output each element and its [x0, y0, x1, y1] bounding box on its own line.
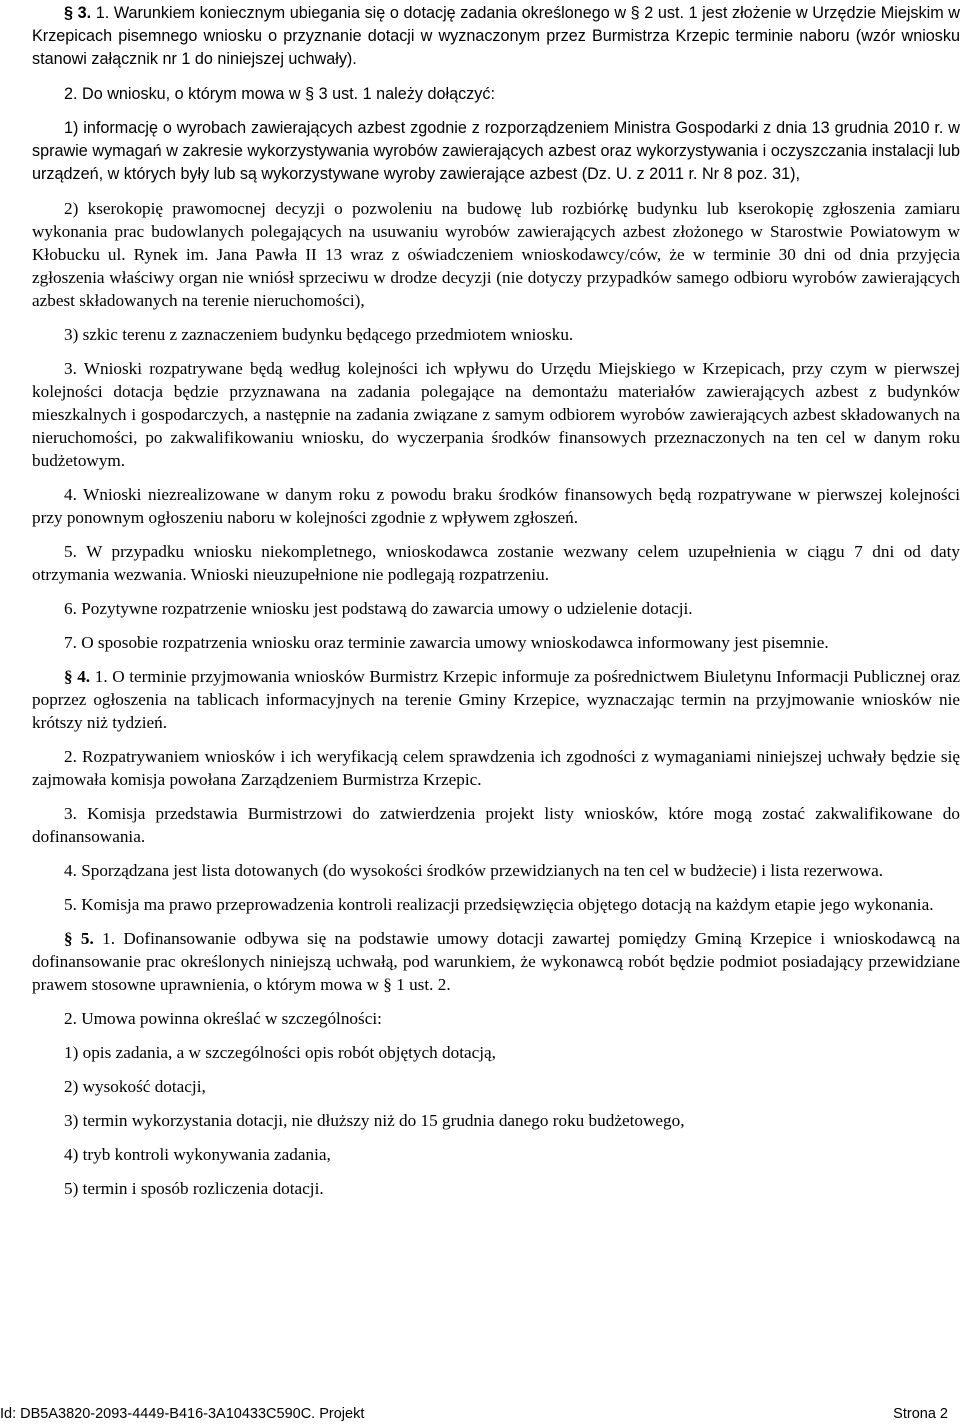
- section-5-paragraph-2: 2. Umowa powinna określać w szczególności:: [64, 1009, 382, 1028]
- section-5-list-item: 3) termin wykorzystania dotacji, nie dłuższy niż do 15 grudnia danego roku budżetowego,: [64, 1111, 685, 1130]
- section-4-paragraph-4: 4. Sporządzana jest lista dotowanych (do wysokości środków przewidzianych na ten cel w budżecie) i lista rezerwowa.: [64, 861, 883, 880]
- section-4-paragraph-1: § 4. 1. O terminie przyjmowania wniosków Burmistrz Krzepic informuje za pośrednictwem Biuletynu Informacji Publicznej oraz poprzez ogłoszenia na tablicach informacyjnych na terenie Gminy Krzepice, wyznaczając termin na przyjmowanie wniosków nie krótszy niż tydzień.: [32, 667, 960, 732]
- section-5-list-item: 4) tryb kontroli wykonywania zadania,: [64, 1145, 331, 1164]
- section-3-paragraph-4: 4. Wnioski niezrealizowane w danym roku z powodu braku środków finansowych będą rozpatrywane w pierwszej kolejności przy ponownym ogłoszeniu naboru w kolejności zgodnie z wpływem zgłoszeń.: [32, 485, 960, 527]
- section-3-item-1: 1) informację o wyrobach zawierających azbest zgodnie z rozporządzeniem Ministra Gospodarki z dnia 13 grudnia 2010 r. w sprawie wymagań w zakresie wykorzystywania wyrobów zawierających azbest oraz wykorzystywania i oczyszczania instalacji lub urządzeń, w których były lub są wykorzystywane wyroby zawierające azbest (Dz. U. z 2011 r. Nr 8 poz. 31),: [32, 119, 960, 183]
- section-5-list-item: 5) termin i sposób rozliczenia dotacji.: [64, 1179, 324, 1198]
- section-3-paragraph-6: 6. Pozytywne rozpatrzenie wniosku jest podstawą do zawarcia umowy o udzielenie dotacji.: [64, 599, 693, 618]
- section-3-paragraph-3: 3. Wnioski rozpatrywane będą według kolejności ich wpływu do Urzędu Miejskiego w Krzepicach, przy czym w pierwszej kolejności dotacja będzie przyznawana na zadania polegające na demontażu materiałów zawierających azbest z budynków mieszkalnych i gospodarczych, a następnie na zadania związane z samym odbiorem wyrobów zawierających azbest składowanych na nieruchomości, po zakwalifikowaniu wniosku, do wyczerpania środków finansowych przeznaczonych na ten cel w danym roku budżetowym.: [32, 359, 960, 470]
- section-5-number: § 5.: [64, 929, 94, 948]
- document-page: [32, 0, 960, 1200]
- section-3-paragraph-7: 7. O sposobie rozpatrzenia wniosku oraz terminie zawarcia umowy wnioskodawca informowany jest pisemnie.: [64, 633, 829, 652]
- document-id: Id: DB5A3820-2093-4449-B416-3A10433C590C. Projekt: [0, 1406, 365, 1422]
- section-3-paragraph-5: 5. W przypadku wniosku niekompletnego, wnioskodawca zostanie wezwany celem uzupełnienia w ciągu 7 dni od daty otrzymania wezwania. Wnioski nieuzupełnione nie podlegają rozpatrzeniu.: [32, 542, 960, 584]
- section-4-paragraph-3: 3. Komisja przedstawia Burmistrzowi do zatwierdzenia projekt listy wniosków, które mogą zostać zakwalifikowane do dofinansowania.: [32, 804, 960, 846]
- section-3-item-3: 3) szkic terenu z zaznaczeniem budynku będącego przedmiotem wniosku.: [64, 325, 574, 344]
- section-5-list-item: 2) wysokość dotacji,: [64, 1077, 206, 1096]
- section-4-paragraph-5: 5. Komisja ma prawo przeprowadzenia kontroli realizacji przedsięwzięcia objętego dotacją na każdym etapie jego wykonania.: [64, 895, 934, 914]
- section-3-item-2: 2) kserokopię prawomocnej decyzji o pozwoleniu na budowę lub rozbiórkę budynku lub kserokopię zgłoszenia zamiaru wykonania prac budowlanych polegających na usuwaniu wyrobów zawierających azbest złożonego w Starostwie Powiatowym w Kłobucku ul. Rynek im. Jana Pawła II 13 wraz z oświadczeniem wnioskodawcy/ców, że w terminie 30 dni od dnia przyjęcia zgłoszenia właściwy organ nie wniósł sprzeciwu w drodze decyzji (nie dotyczy przypadków samego odbioru wyrobów zawierających azbest składowanych na terenie nieruchomości),: [32, 199, 960, 310]
- section-4-number: § 4.: [64, 667, 91, 686]
- section-3-number: § 3.: [64, 4, 92, 22]
- section-5-list-item: 1) opis zadania, a w szczególności opis robót objętych dotacją,: [64, 1043, 496, 1062]
- page-number: Strona 2: [893, 1406, 948, 1422]
- section-3-paragraph-2: 2. Do wniosku, o którym mowa w § 3 ust. 1 należy dołączyć:: [64, 85, 495, 103]
- page-footer: [0, 1405, 948, 1423]
- section-3-paragraph-1: § 3. 1. Warunkiem koniecznym ubiegania się o dotację zadania określonego w § 2 ust. 1 jest złożenie w Urzędzie Miejskim w Krzepicach pisemnego wniosku o przyznanie dotacji w wyznaczonym przez Burmistrza Krzepic terminie naboru (wzór wniosku stanowi załącznik nr 1 do niniejszej uchwały).: [32, 4, 960, 68]
- section-5-paragraph-1: § 5. 1. Dofinansowanie odbywa się na podstawie umowy dotacji zawartej pomiędzy Gminą Krzepice i wnioskodawcą na dofinansowanie prac określonych niniejszą uchwałą, pod warunkiem, że wykonawcą robót będzie podmiot posiadający przewidziane prawem stosowne uprawnienia, o którym mowa w § 1 ust. 2.: [32, 929, 960, 994]
- section-4-paragraph-2: 2. Rozpatrywaniem wniosków i ich weryfikacją celem sprawdzenia ich zgodności z wymaganiami niniejszej uchwały będzie się zajmowała komisja powołana Zarządzeniem Burmistrza Krzepic.: [32, 747, 960, 789]
